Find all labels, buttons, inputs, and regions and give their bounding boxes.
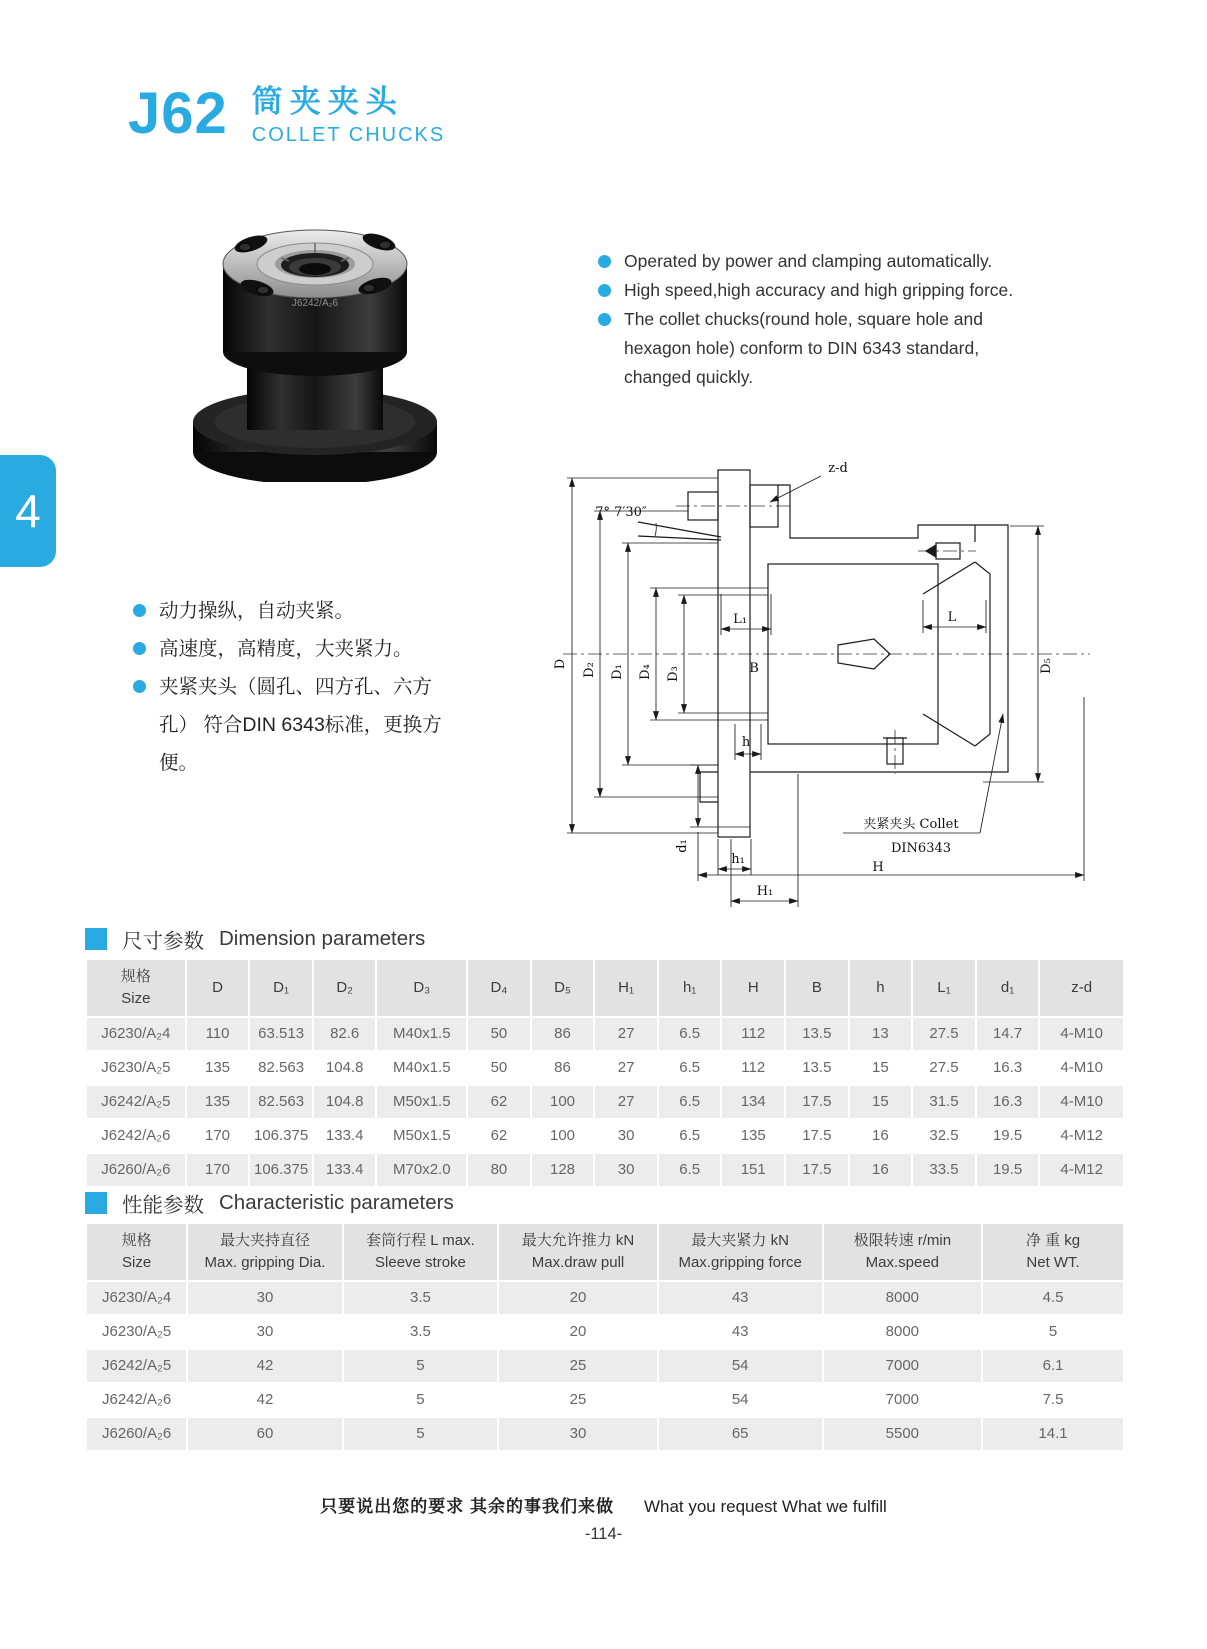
table-cell: 4-M10 <box>1040 1052 1123 1084</box>
table-cell: 5500 <box>824 1418 982 1450</box>
table-cell: 16 <box>850 1154 912 1186</box>
table-cell: 6.5 <box>659 1154 721 1186</box>
table-cell: 8000 <box>824 1316 982 1348</box>
feature-text: 动力操纵，自动夹紧。 <box>159 600 355 622</box>
table-cell: 16 <box>850 1120 912 1152</box>
dim-label-D1: D₁ <box>610 664 625 680</box>
table-cell: 133.4 <box>314 1120 376 1152</box>
section-marker-icon <box>85 1192 107 1214</box>
model-code: J62 <box>128 81 228 146</box>
table-cell: 82.6 <box>314 1018 376 1050</box>
table-cell: 17.5 <box>786 1120 848 1152</box>
table-cell: 15 <box>850 1086 912 1118</box>
table-cell: 27 <box>595 1086 657 1118</box>
table-cell: 54 <box>659 1384 822 1416</box>
page-number: -114- <box>584 1525 623 1543</box>
table-cell: 7000 <box>824 1384 982 1416</box>
section-heading-characteristic <box>85 1188 454 1218</box>
table-cell: 42 <box>188 1350 342 1382</box>
section-title-en: Characteristic parameters <box>219 1191 454 1214</box>
table-cell: 13 <box>850 1018 912 1050</box>
column-header: D₅ <box>532 960 594 1016</box>
column-header: 最大夹持直径 Max. gripping Dia. <box>188 1224 342 1280</box>
table-cell: J6230/A₂4 <box>87 1018 185 1050</box>
column-header: D₄ <box>468 960 530 1016</box>
table-cell: 13.5 <box>786 1018 848 1050</box>
table-cell: 50 <box>468 1018 530 1050</box>
table-cell: 4-M10 <box>1040 1018 1123 1050</box>
table-cell: 5 <box>344 1384 498 1416</box>
table-cell: 82.563 <box>250 1052 312 1084</box>
table-cell: J6242/A₂5 <box>87 1350 186 1382</box>
feature-list-en <box>598 247 1018 392</box>
table-cell: 170 <box>187 1154 249 1186</box>
slogan-cn: 只要说出您的要求 其余的事我们来做 <box>320 1497 614 1516</box>
section-title-cn: 尺寸参数 <box>122 930 204 953</box>
table-cell: M50x1.5 <box>377 1086 466 1118</box>
column-header: z-d <box>1040 960 1123 1016</box>
table-cell: J6242/A₂6 <box>87 1384 186 1416</box>
slogan-en: What you request What we fulfill <box>643 1497 887 1516</box>
table-cell: M70x2.0 <box>377 1154 466 1186</box>
dim-label-D: D <box>553 658 568 670</box>
table-cell: 16.3 <box>977 1052 1039 1084</box>
column-header: 净 重 kg Net WT. <box>983 1224 1123 1280</box>
list-item <box>133 630 465 668</box>
list-item <box>598 276 1018 305</box>
list-item <box>133 668 465 782</box>
table-cell: 27.5 <box>913 1018 975 1050</box>
table-cell: 6.1 <box>983 1350 1123 1382</box>
table-cell: 42 <box>188 1384 342 1416</box>
feature-text: High speed,high accuracy and high gripping force. <box>624 280 1014 300</box>
page-header <box>128 81 446 147</box>
table-cell: M50x1.5 <box>377 1120 466 1152</box>
page-title: 筒夹夹头 <box>251 84 404 119</box>
table-cell: 4-M12 <box>1040 1120 1123 1152</box>
table-cell: 3.5 <box>344 1316 498 1348</box>
column-header: D₁ <box>250 960 312 1016</box>
dim-label-L1: L₁ <box>733 612 747 627</box>
table-cell: 4-M12 <box>1040 1154 1123 1186</box>
column-header: 规格 Size <box>87 960 185 1016</box>
list-item <box>598 247 1018 276</box>
table-cell: 27 <box>595 1018 657 1050</box>
angle-label: 7° 7′30″ <box>595 505 647 520</box>
table-cell: 30 <box>188 1316 342 1348</box>
table-row <box>87 1418 1123 1450</box>
table-cell: 112 <box>722 1052 784 1084</box>
column-header: 最大夹紧力 kN Max.gripping force <box>659 1224 822 1280</box>
table-cell: 30 <box>595 1120 657 1152</box>
bullet-icon <box>133 642 146 655</box>
list-item <box>133 592 465 630</box>
table-cell: 5 <box>344 1418 498 1450</box>
feature-text: Operated by power and clamping automatically. <box>624 251 993 271</box>
table-cell: 16.3 <box>977 1086 1039 1118</box>
table-cell: 128 <box>532 1154 594 1186</box>
table-cell: 170 <box>187 1120 249 1152</box>
section-title-en: Dimension parameters <box>219 927 426 950</box>
section-heading-dimension <box>85 924 425 954</box>
table-row <box>87 1052 1123 1084</box>
table-cell: 8000 <box>824 1282 982 1314</box>
table-cell: 30 <box>188 1282 342 1314</box>
table-cell: 14.1 <box>983 1418 1123 1450</box>
table-cell: 30 <box>499 1418 657 1450</box>
column-header: h₁ <box>659 960 721 1016</box>
bullet-icon <box>598 284 611 297</box>
table-cell: 60 <box>188 1418 342 1450</box>
technical-drawing <box>538 442 1100 914</box>
table-header-row <box>87 1224 1123 1280</box>
dim-label-d1: d₁ <box>675 839 690 853</box>
table-cell: 80 <box>468 1154 530 1186</box>
table-cell: 104.8 <box>314 1086 376 1118</box>
column-header: h <box>850 960 912 1016</box>
table-cell: 112 <box>722 1018 784 1050</box>
table-cell: 106.375 <box>250 1120 312 1152</box>
column-header: 套筒行程 L max. Sleeve stroke <box>344 1224 498 1280</box>
table-cell: 135 <box>187 1052 249 1084</box>
table-cell: 62 <box>468 1086 530 1118</box>
table-cell: 86 <box>532 1052 594 1084</box>
table-row <box>87 1316 1123 1348</box>
table-cell: J6230/A₂5 <box>87 1316 186 1348</box>
column-header: H <box>722 960 784 1016</box>
feature-text: The collet chucks(round hole, square hole and hexagon hole) conform to DIN 6343 standard, changed quickly. <box>624 309 983 387</box>
dim-label-D5: D₅ <box>1039 658 1054 674</box>
table-cell: 5 <box>983 1316 1123 1348</box>
table-cell: J6260/A₂6 <box>87 1418 186 1450</box>
dim-label-D4: D₄ <box>638 664 653 680</box>
table-cell: 7.5 <box>983 1384 1123 1416</box>
column-header: D₂ <box>314 960 376 1016</box>
bullet-icon <box>598 255 611 268</box>
table-cell: 151 <box>722 1154 784 1186</box>
table-cell: 17.5 <box>786 1086 848 1118</box>
table-cell: 54 <box>659 1350 822 1382</box>
list-item <box>598 305 1018 392</box>
table-cell: 135 <box>187 1086 249 1118</box>
table-cell: 13.5 <box>786 1052 848 1084</box>
footer-slogan <box>0 1492 1207 1517</box>
table-cell: 19.5 <box>977 1154 1039 1186</box>
table-cell: 63.513 <box>250 1018 312 1050</box>
table-cell: 25 <box>499 1350 657 1382</box>
dim-label-zd: z-d <box>828 461 848 476</box>
table-cell: 27.5 <box>913 1052 975 1084</box>
feature-text: 高速度，高精度，大夹紧力。 <box>159 638 413 660</box>
column-header: H₁ <box>595 960 657 1016</box>
section-title-cn: 性能参数 <box>122 1194 204 1217</box>
table-cell: 43 <box>659 1282 822 1314</box>
page-subtitle: COLLET CHUCKS <box>251 123 446 146</box>
dim-label-B: B <box>749 661 759 676</box>
table-cell: 62 <box>468 1120 530 1152</box>
table-row <box>87 1384 1123 1416</box>
table-cell: 7000 <box>824 1350 982 1382</box>
dim-label-h1: h₁ <box>731 852 745 867</box>
table-header-row <box>87 960 1123 1016</box>
table-cell: M40x1.5 <box>377 1052 466 1084</box>
table-cell: 25 <box>499 1384 657 1416</box>
photo-engraving: J6242/A₂6 <box>291 298 339 309</box>
table-cell: 6.5 <box>659 1120 721 1152</box>
table-cell: 86 <box>532 1018 594 1050</box>
bullet-icon <box>133 680 146 693</box>
table-cell: 27 <box>595 1052 657 1084</box>
table-cell: J6230/A₂4 <box>87 1282 186 1314</box>
table-cell: 65 <box>659 1418 822 1450</box>
table-cell: 5 <box>344 1350 498 1382</box>
table-cell: 50 <box>468 1052 530 1084</box>
table-cell: 100 <box>532 1120 594 1152</box>
dim-label-h: h <box>741 735 751 750</box>
table-row <box>87 1086 1123 1118</box>
column-header: d₁ <box>977 960 1039 1016</box>
table-cell: 110 <box>187 1018 249 1050</box>
table-cell: 14.7 <box>977 1018 1039 1050</box>
column-header: 规格 Size <box>87 1224 186 1280</box>
table-cell: 17.5 <box>786 1154 848 1186</box>
product-photo <box>165 192 465 482</box>
dim-label-H1: H₁ <box>756 884 774 899</box>
chapter-tab: 4 <box>0 455 56 567</box>
table-cell: 15 <box>850 1052 912 1084</box>
bullet-icon <box>598 313 611 326</box>
dim-label-D2: D₂ <box>582 662 597 678</box>
column-header: L₁ <box>913 960 975 1016</box>
dim-label-H: H <box>872 860 884 875</box>
table-cell: 134 <box>722 1086 784 1118</box>
table-cell: 104.8 <box>314 1052 376 1084</box>
table-cell: 32.5 <box>913 1120 975 1152</box>
column-header: B <box>786 960 848 1016</box>
table-cell: 43 <box>659 1316 822 1348</box>
table-cell: J6242/A₂6 <box>87 1120 185 1152</box>
table-cell: J6242/A₂5 <box>87 1086 185 1118</box>
table-cell: 82.563 <box>250 1086 312 1118</box>
column-header: D <box>187 960 249 1016</box>
table-cell: 30 <box>595 1154 657 1186</box>
table-cell: J6230/A₂5 <box>87 1052 185 1084</box>
din-standard-label: DIN6343 <box>890 841 952 856</box>
collet-note: 夹紧夹头 Collet <box>863 817 959 832</box>
table-row <box>87 1018 1123 1050</box>
table-cell: 100 <box>532 1086 594 1118</box>
table-cell: 33.5 <box>913 1154 975 1186</box>
table-cell: 20 <box>499 1282 657 1314</box>
table-cell: 133.4 <box>314 1154 376 1186</box>
table-cell: 6.5 <box>659 1018 721 1050</box>
table-cell: 135 <box>722 1120 784 1152</box>
table-cell: 6.5 <box>659 1052 721 1084</box>
bullet-icon <box>133 604 146 617</box>
column-header: D₃ <box>377 960 466 1016</box>
table-row <box>87 1120 1123 1152</box>
table-cell: 106.375 <box>250 1154 312 1186</box>
table-row <box>87 1350 1123 1382</box>
table-cell: 19.5 <box>977 1120 1039 1152</box>
table-row <box>87 1282 1123 1314</box>
feature-text: 夹紧夹头（圆孔、四方孔、六方孔） 符合DIN 6343标准，更换方便。 <box>159 676 442 774</box>
feature-list-cn <box>133 592 465 782</box>
table-cell: 4-M10 <box>1040 1086 1123 1118</box>
characteristic-table <box>85 1222 1125 1452</box>
dimension-table <box>85 958 1125 1188</box>
dim-label-D3: D₃ <box>666 666 681 682</box>
dim-label-L: L <box>947 610 957 625</box>
section-marker-icon <box>85 928 107 950</box>
table-cell: 31.5 <box>913 1086 975 1118</box>
column-header: 最大允许推力 kN Max.draw pull <box>499 1224 657 1280</box>
table-cell: 4.5 <box>983 1282 1123 1314</box>
column-header: 极限转速 r/min Max.speed <box>824 1224 982 1280</box>
table-cell: J6260/A₂6 <box>87 1154 185 1186</box>
table-cell: M40x1.5 <box>377 1018 466 1050</box>
table-cell: 3.5 <box>344 1282 498 1314</box>
table-cell: 6.5 <box>659 1086 721 1118</box>
table-cell: 20 <box>499 1316 657 1348</box>
table-row <box>87 1154 1123 1186</box>
